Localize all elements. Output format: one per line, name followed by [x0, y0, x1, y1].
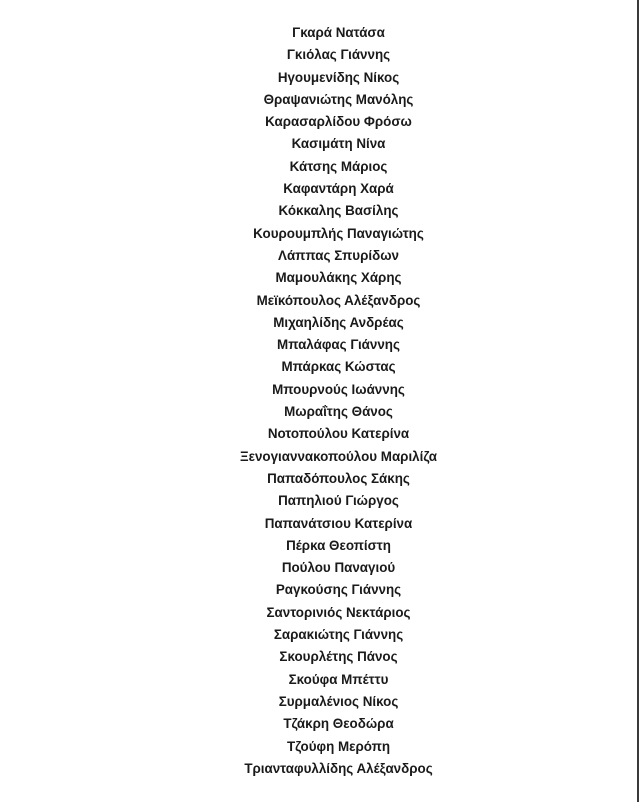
name-list-item: Γκαρά Νατάσα [292, 25, 385, 40]
name-list-item: Μπουρνούς Ιωάννης [272, 381, 405, 397]
name-list-item: Ξενογιαννακοπούλου Μαριλίζα [240, 448, 437, 464]
name-list-item: Τριανταφυλλίδης Αλέξανδρος [244, 760, 433, 776]
name-list-item: Μεϊκόπουλος Αλέξανδρος [256, 292, 421, 308]
name-list-item: Μωραΐτης Θάνος [284, 404, 393, 420]
name-list-item: Ραγκούσης Γιάννης [275, 582, 402, 598]
page-edge-border [637, 0, 639, 802]
name-list-item: Παπανάτσιου Κατερίνα [264, 515, 413, 531]
names-list [0, 22, 641, 780]
name-list-item: Πέρκα Θεοπίστη [286, 537, 391, 553]
name-list-item: Παπαδόπουλος Σάκης [267, 470, 410, 486]
name-list-item: Κάτσης Μάριος [289, 158, 388, 174]
name-list-item: Κουρουμπλής Παναγιώτης [253, 225, 424, 241]
name-list-item: Γκιόλας Γιάννης [286, 47, 391, 63]
name-list-item: Θραψανιώτης Μανόλης [263, 91, 414, 107]
name-list-item: Μιχαηλίδης Ανδρέας [273, 314, 404, 330]
name-list-item: Μπάρκας Κώστας [281, 359, 396, 375]
name-list-item: Κόκκαλης Βασίλης [278, 203, 399, 219]
name-list-item: Σκουρλέτης Πάνος [279, 649, 398, 665]
name-list-item: Τζάκρη Θεοδώρα [283, 716, 394, 732]
name-list-item: Πούλου Παναγιού [281, 560, 396, 576]
name-list-item: Λάππας Σπυρίδων [278, 247, 399, 263]
name-list-item: Ηγουμενίδης Νίκος [277, 69, 400, 85]
name-list-item: Σαρακιώτης Γιάννης [273, 627, 404, 643]
name-list-item: Παπηλιού Γιώργος [278, 493, 399, 509]
name-list-item: Καφαντάρη Χαρά [283, 181, 394, 197]
name-list-item: Σκούφα Μπέττυ [288, 671, 389, 687]
name-list-item: Νοτοπούλου Κατερίνα [267, 426, 410, 442]
name-list-item: Σαντορινιός Νεκτάριος [266, 604, 411, 620]
name-list-item: Κασιμάτη Νίνα [291, 136, 386, 152]
name-list-item: Μπαλάφας Γιάννης [277, 337, 400, 353]
name-list-item: Καρασαρλίδου Φρόσω [265, 114, 412, 130]
name-list-item: Μαμουλάκης Χάρης [275, 270, 402, 286]
name-list-item: Τζούφη Μερόπη [286, 738, 391, 754]
name-list-item: Συρμαλένιος Νίκος [278, 693, 399, 709]
